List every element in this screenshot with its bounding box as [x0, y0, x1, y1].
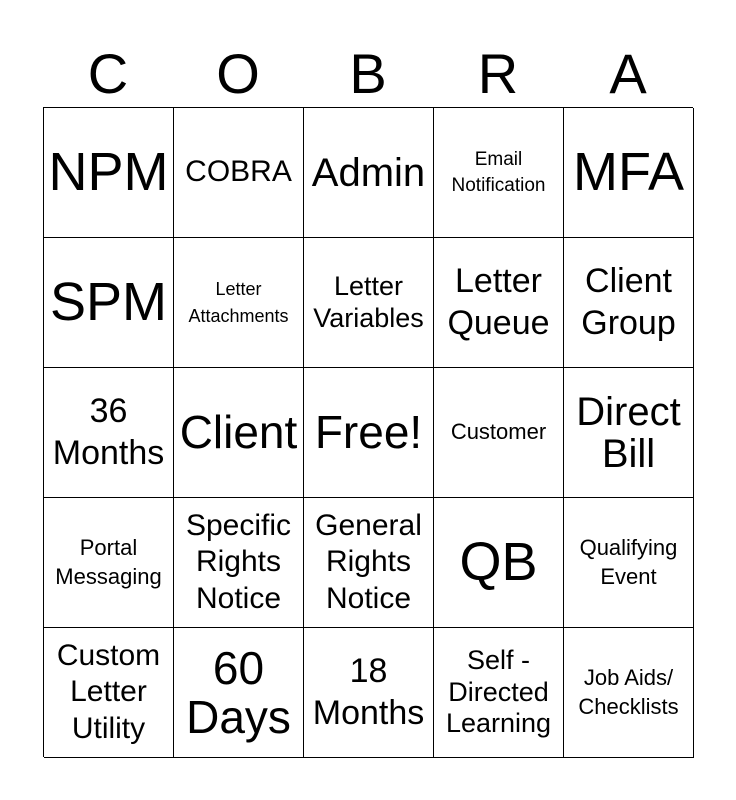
bingo-cell[interactable]: QB [434, 498, 564, 628]
bingo-cell[interactable]: 60 Days [174, 628, 304, 758]
bingo-cell[interactable]: NPM [44, 108, 174, 238]
bingo-cell[interactable]: Self - Directed Learning [434, 628, 564, 758]
header-letter-o: O [216, 42, 260, 105]
bingo-cell[interactable]: MFA [564, 108, 694, 238]
bingo-cell[interactable]: Letter Queue [434, 238, 564, 368]
bingo-cell[interactable]: Qualifying Event [564, 498, 694, 628]
bingo-cell[interactable]: Letter Variables [304, 238, 434, 368]
bingo-cell[interactable]: Custom Letter Utility [44, 628, 174, 758]
bingo-cell[interactable]: 36 Months [44, 368, 174, 498]
header-letter-c: C [87, 42, 129, 105]
bingo-cell[interactable]: SPM [44, 238, 174, 368]
free-space-cell[interactable]: Free! [304, 368, 434, 498]
bingo-cell[interactable]: Email Notification [434, 108, 564, 238]
header-letter-a: A [609, 42, 647, 105]
bingo-cell[interactable]: Client [174, 368, 304, 498]
bingo-cell[interactable]: Customer [434, 368, 564, 498]
bingo-cell[interactable]: General Rights Notice [304, 498, 434, 628]
bingo-cell[interactable]: COBRA [174, 108, 304, 238]
bingo-cell[interactable]: Client Group [564, 238, 694, 368]
bingo-cell[interactable]: Portal Messaging [44, 498, 174, 628]
bingo-board [43, 107, 693, 757]
bingo-cell[interactable]: Job Aids/ Checklists [564, 628, 694, 758]
bingo-header [43, 44, 693, 104]
bingo-cell[interactable]: 18 Months [304, 628, 434, 758]
bingo-cell[interactable]: Admin [304, 108, 434, 238]
header-letter-r: R [477, 42, 519, 105]
bingo-cell[interactable]: Specific Rights Notice [174, 498, 304, 628]
bingo-cell[interactable]: Letter Attachments [174, 238, 304, 368]
bingo-cell[interactable]: Direct Bill [564, 368, 694, 498]
header-letter-b: B [349, 42, 387, 105]
